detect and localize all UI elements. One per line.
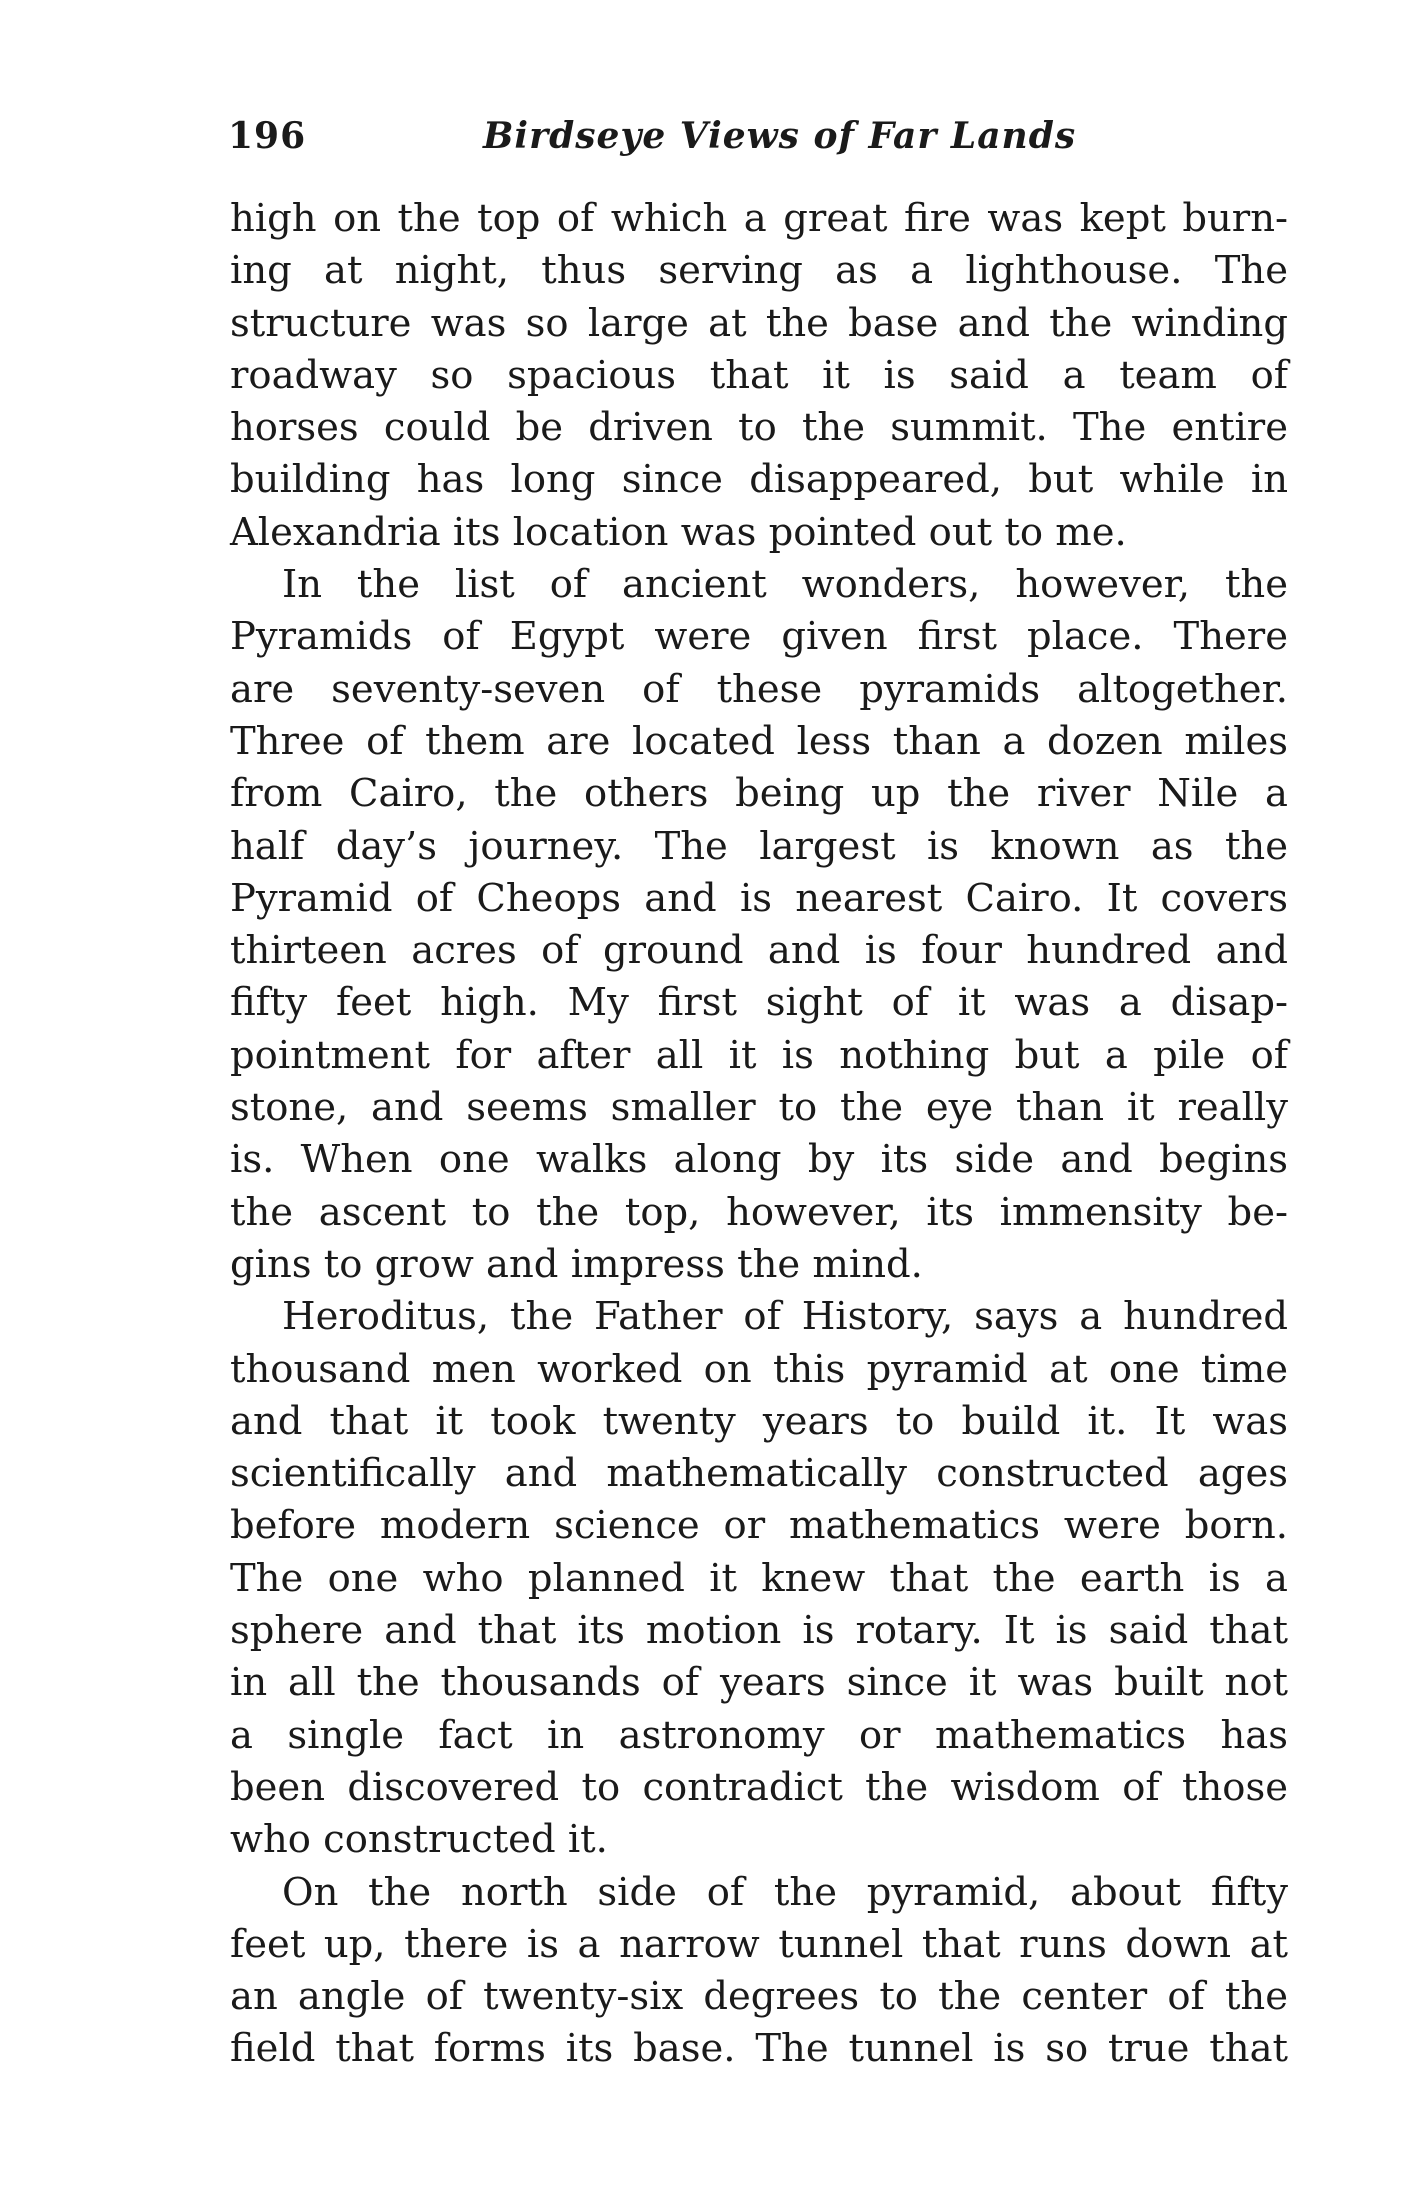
body-text (230, 193, 1288, 2076)
text-line: Pyramids of Egypt were given first place. There (230, 614, 1288, 660)
text-line: the ascent to the top, however, its immensity be- (230, 1189, 1288, 1235)
text-line: from Cairo, the others being up the river Nile a (230, 771, 1288, 817)
text-line: field that forms its base. The tunnel is so true that (230, 2026, 1288, 2072)
text-line: building has long since disappeared, but while in (230, 457, 1288, 503)
text-line: who constructed it. (230, 1817, 608, 1863)
running-head (228, 108, 1288, 164)
text-line: ing at night, thus serving as a lighthouse. The (230, 248, 1288, 294)
text-line: In the list of ancient wonders, however, the (282, 562, 1288, 608)
text-line: a single fact in astronomy or mathematics has (230, 1712, 1288, 1758)
text-line: before modern science or mathematics were born. (230, 1503, 1288, 1549)
text-line: The one who planned it knew that the earth is a (230, 1555, 1288, 1601)
text-line: roadway so spacious that it is said a team of (230, 352, 1288, 398)
text-line: high on the top of which a great fire was kept burn- (230, 196, 1288, 241)
text-line: and that it took twenty years to build it. It was (230, 1398, 1288, 1444)
text-line: sphere and that its motion is rotary. It is said that (230, 1608, 1288, 1654)
text-line: Three of them are located less than a dozen miles (230, 718, 1288, 764)
text-line: Heroditus, the Father of History, says a hundred (282, 1294, 1288, 1340)
text-line: an angle of twenty-six degrees to the center of the (230, 1974, 1288, 2020)
paragraph-1 (230, 193, 1288, 559)
paragraph-3 (230, 1291, 1288, 1866)
text-line: been discovered to contradict the wisdom of those (230, 1764, 1288, 1810)
text-line: Alexandria its location was pointed out to me. (230, 509, 1127, 555)
paragraph-2 (230, 559, 1288, 1291)
page-number: 196 (228, 115, 307, 157)
text-line: Pyramid of Cheops and is nearest Cairo. It covers (230, 875, 1288, 921)
running-title: Birdseye Views of Far Lands (483, 115, 1077, 157)
text-line: gins to grow and impress the mind. (230, 1241, 923, 1287)
text-line: are seventy-seven of these pyramids altogether. (230, 666, 1288, 712)
paragraph-4 (230, 1867, 1288, 2076)
text-line: structure was so large at the base and the winding (230, 300, 1288, 346)
text-line: On the north side of the pyramid, about fifty (282, 1869, 1288, 1915)
text-line: in all the thousands of years since it was built not (230, 1660, 1288, 1706)
text-line: is. When one walks along by its side and begins (230, 1137, 1288, 1183)
text-line: feet up, there is a narrow tunnel that runs down at (230, 1921, 1288, 1967)
text-line: stone, and seems smaller to the eye than it really (230, 1085, 1288, 1131)
text-line: half day’s journey. The largest is known as the (230, 823, 1288, 869)
text-line: thousand men worked on this pyramid at one time (230, 1346, 1288, 1392)
text-line: thirteen acres of ground and is four hundred and (230, 928, 1288, 974)
text-line: fifty feet high. My first sight of it was a disap- (230, 980, 1288, 1026)
text-line: scientifically and mathematically constructed ages (230, 1451, 1288, 1497)
text-line: pointment for after all it is nothing but a pile of (230, 1032, 1288, 1078)
text-line: horses could be driven to the summit. The entire (230, 405, 1288, 451)
